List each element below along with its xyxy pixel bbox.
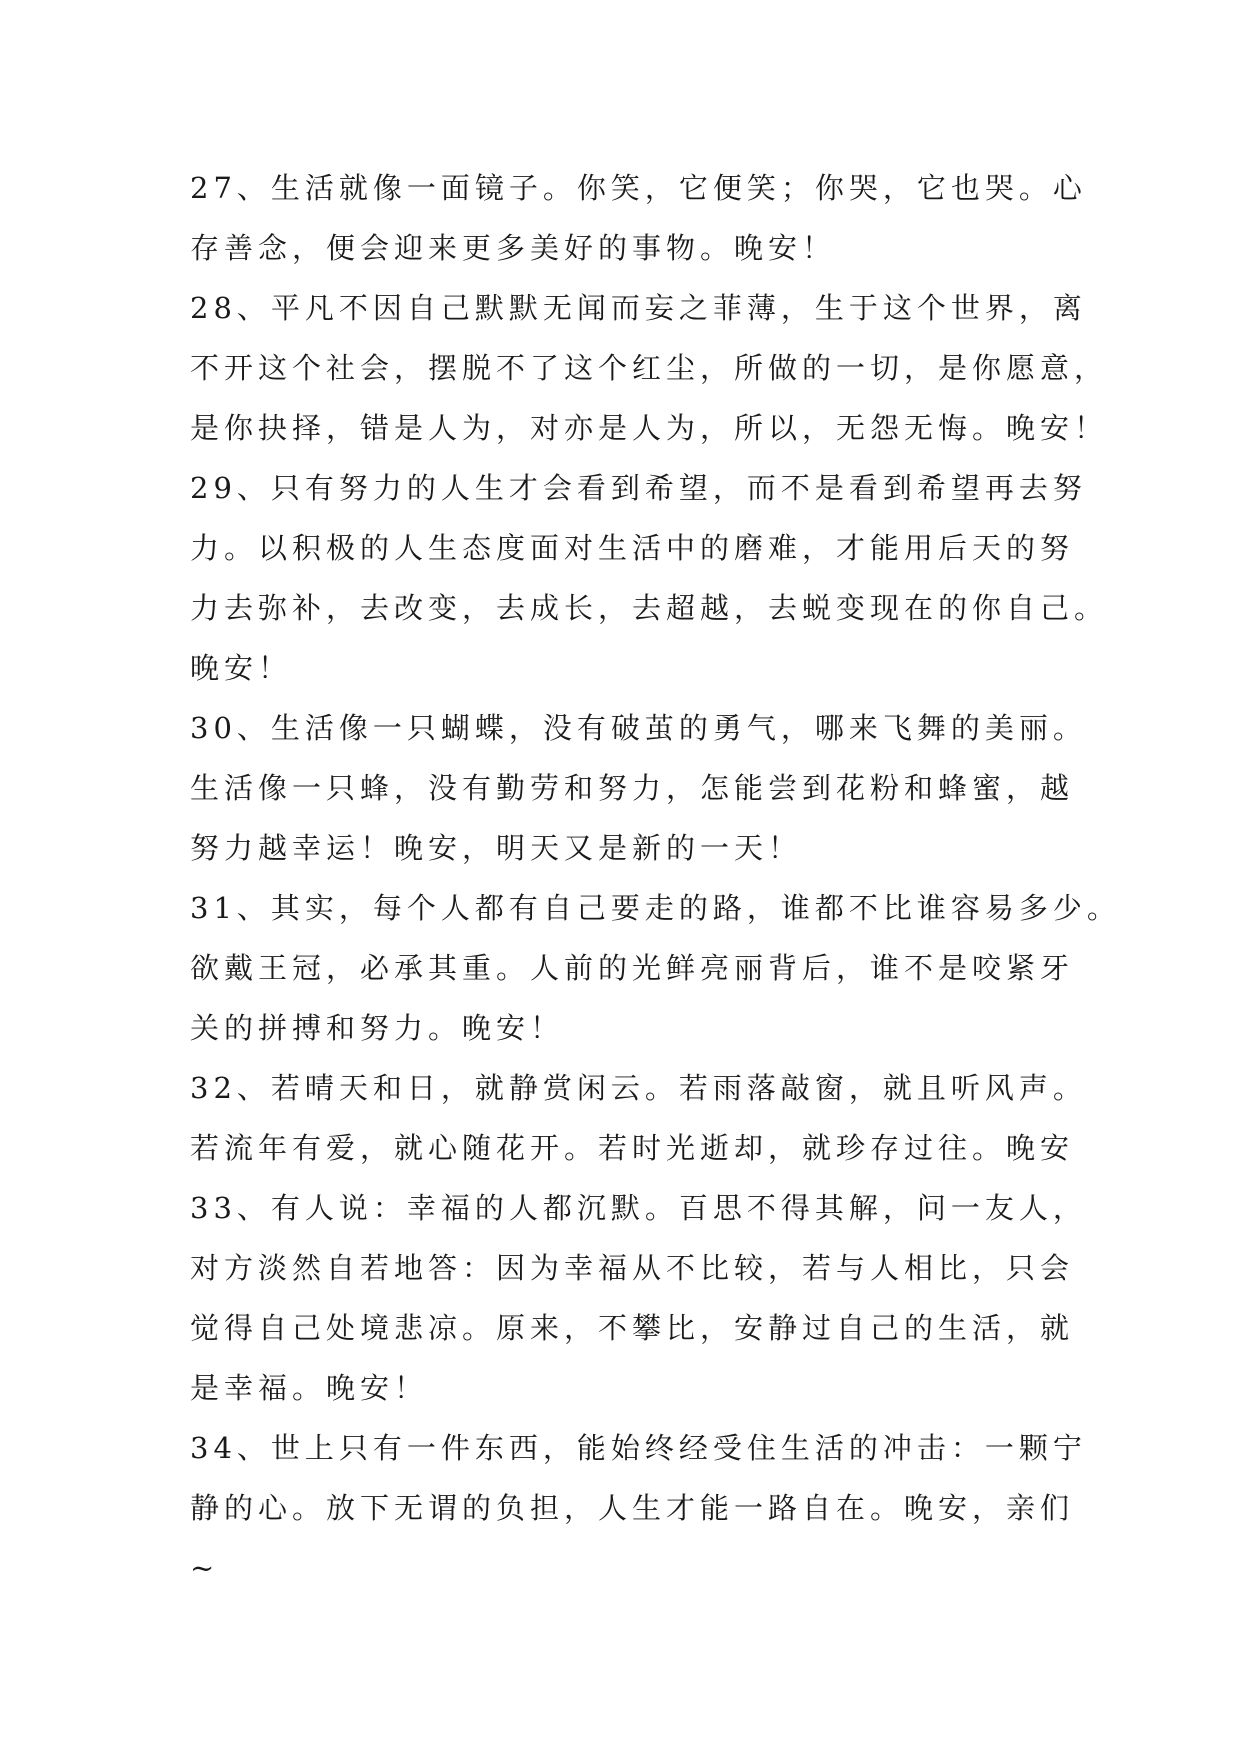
text-line: 是你抉择，错是人为，对亦是人为，所以，无怨无悔。晚安！ (190, 411, 1109, 445)
text-line: 27、生活就像一面镜子。你笑，它便笑；你哭，它也哭。心 (190, 171, 1087, 205)
text-line: 不开这个社会，摆脱不了这个红尘，所做的一切，是你愿意， (190, 351, 1109, 385)
text-line: 33、有人说：幸福的人都沉默。百思不得其解，问一友人， (190, 1191, 1087, 1225)
text-line: 晚安！ (190, 651, 293, 685)
text-line: ~ (190, 1551, 220, 1585)
text-line: 29、只有努力的人生才会看到希望，而不是看到希望再去努 (190, 471, 1087, 505)
text-line: 努力越幸运！晚安，明天又是新的一天！ (190, 831, 803, 865)
text-line: 生活像一只蜂，没有勤劳和努力，怎能尝到花粉和蜂蜜，越 (190, 771, 1075, 805)
text-line: 30、生活像一只蝴蝶，没有破茧的勇气，哪来飞舞的美丽。 (190, 711, 1087, 745)
document-body (190, 158, 1121, 1598)
text-line: 静的心。放下无谓的负担，人生才能一路自在。晚安，亲们 (190, 1491, 1075, 1525)
text-line: 欲戴王冠，必承其重。人前的光鲜亮丽背后，谁不是咬紧牙 (190, 951, 1075, 985)
text-line: 若流年有爱，就心随花开。若时光逝却，就珍存过往。晚安 (190, 1131, 1075, 1165)
text-line: 对方淡然自若地答：因为幸福从不比较，若与人相比，只会 (190, 1251, 1075, 1285)
text-line: 力。以积极的人生态度面对生活中的磨难，才能用后天的努 (190, 531, 1075, 565)
text-line: 32、若晴天和日，就静赏闲云。若雨落敲窗，就且听风声。 (190, 1071, 1087, 1105)
text-line: 觉得自己处境悲凉。原来，不攀比，安静过自己的生活，就 (190, 1311, 1075, 1345)
text-line: 34、世上只有一件东西，能始终经受住生活的冲击：一颗宁 (190, 1431, 1087, 1465)
text-line: 关的拼搏和努力。晚安！ (190, 1011, 565, 1045)
text-line: 存善念，便会迎来更多美好的事物。晚安！ (190, 231, 837, 265)
text-line: 力去弥补，去改变，去成长，去超越，去蜕变现在的你自己。 (190, 591, 1109, 625)
text-line: 是幸福。晚安！ (190, 1371, 429, 1405)
text-line: 31、其实，每个人都有自己要走的路，谁都不比谁容易多少。 (190, 891, 1121, 925)
text-line: 28、平凡不因自己默默无闻而妄之菲薄，生于这个世界，离 (190, 291, 1087, 325)
